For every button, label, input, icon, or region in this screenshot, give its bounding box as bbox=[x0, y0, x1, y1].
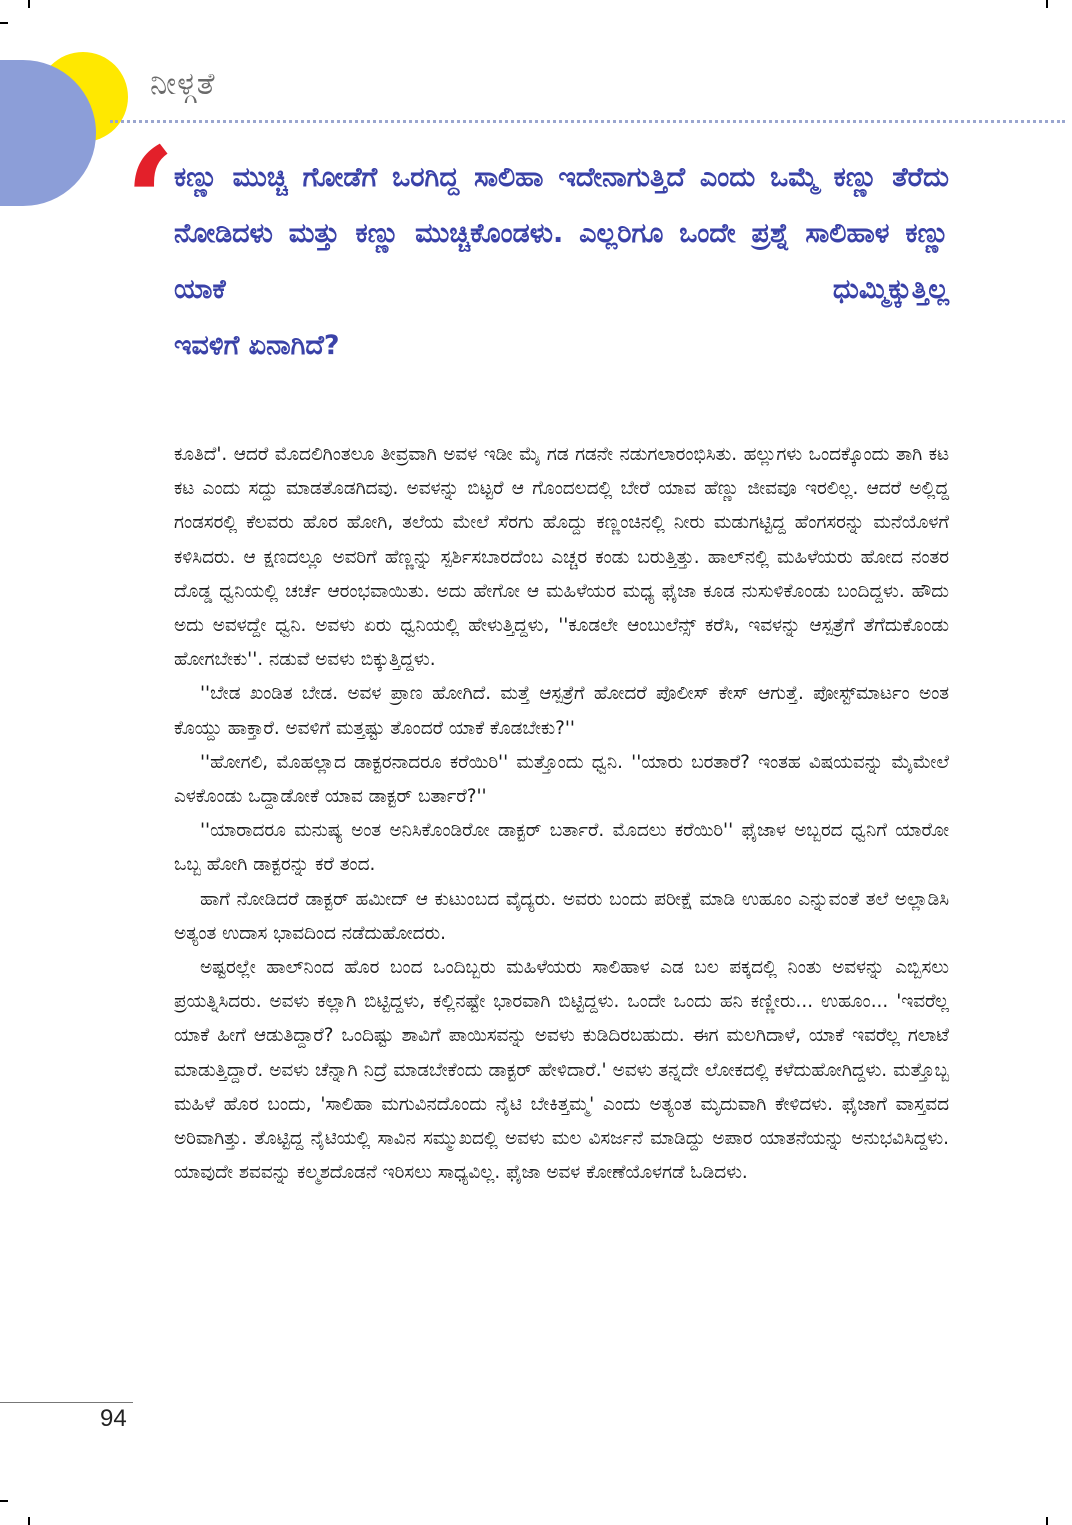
quote-mark-icon: ‘ bbox=[124, 115, 177, 291]
crop-mark-top-right bbox=[1046, 0, 1048, 8]
crop-mark-bottom-left bbox=[28, 1517, 30, 1525]
body-text bbox=[174, 438, 949, 1190]
pull-quote-text: ಕಣ್ಣು ಮುಚ್ಚಿ ಗೋಡೆಗೆ ಒರಗಿದ್ದ ಸಾಲಿಹಾ ಇದೇನಾಗುತ್ತಿದೆ ಎಂದು ಒಮ್ಮೆ ಕಣ್ಣು ತೆರೆದು ನೋಡಿದಳು ಮತ್ತು ಕಣ್ಣು ಮುಚ್ಚಿಕೊಂಡಳು. ಎಲ್ಲರಿಗೂ ಒಂದೇ ಪ್ರಶ್ನೆ ಸಾಲಿಹಾಳ ಕಣ್ಣು ಯಾಕೆ ಧುಮ್ಮಿಕ್ಕುತ್ತಿಲ್ಲ bbox=[174, 162, 949, 305]
page-number: 94 bbox=[100, 1405, 127, 1432]
paragraph: ಅಷ್ಟರಲ್ಲೇ ಹಾಲ್‌ನಿಂದ ಹೊರ ಬಂದ ಒಂದಿಬ್ಬರು ಮಹಿಳೆಯರು ಸಾಲಿಹಾಳ ಎಡ ಬಲ ಪಕ್ಕದಲ್ಲಿ ನಿಂತು ಅವಳನ್ನು ಎಬ್ಬಿಸಲು ಪ್ರಯತ್ನಿಸಿದರು. ಅವಳು ಕಲ್ಲಾಗಿ ಬಿಟ್ಟಿದ್ದಳು, ಕಲ್ಲಿನಷ್ಟೇ ಭಾರವಾಗಿ ಬಿಟ್ಟಿದ್ದಳು. ಒಂದೇ ಒಂದು ಹನಿ ಕಣ್ಣೀರು... ಉಹೂಂ... 'ಇವರೆಲ್ಲ ಯಾಕೆ ಹೀಗೆ ಆಡುತಿದ್ದಾರೆ? ಒಂದಿಷ್ಟು ಶಾವಿಗೆ ಪಾಯಿಸವನ್ನು ಅವಳು ಕುಡಿದಿರಬಹುದು. ಈಗ ಮಲಗಿದಾಳೆ, ಯಾಕೆ ಇವರೆಲ್ಲ ಗಲಾಟೆ ಮಾಡುತ್ತಿದ್ದಾರೆ. ಅವಳು ಚೆನ್ನಾಗಿ ನಿದ್ರೆ ಮಾಡಬೇಕೆಂದು ಡಾಕ್ಟರ್ ಹೇಳಿದಾರೆ.' ಅವಳು ತನ್ನದೇ ಲೋಕದಲ್ಲಿ ಕಳೆದುಹೋಗಿದ್ದಳು. ಮತ್ತೊಬ್ಬ ಮಹಿಳೆ ಹೊರ ಬಂದು, 'ಸಾಲಿಹಾ ಮಗುವಿನದೊಂದು ನೈಟಿ ಬೇಕಿತ್ತಮ್ಮ' ಎಂದು ಅತ್ಯಂತ ಮೃದುವಾಗಿ ಕೇಳಿದಳು. ಫೈಜಾಗೆ ವಾಸ್ತವದ ಅರಿವಾಗಿತ್ತು. ತೊಟ್ಟಿದ್ದ ನೈಟಿಯಲ್ಲಿ ಸಾವಿನ ಸಮ್ಮುಖದಲ್ಲಿ ಅವಳು ಮಲ ವಿಸರ್ಜನೆ ಮಾಡಿದ್ದು ಅಪಾರ ಯಾತನೆಯನ್ನು ಅನುಭವಿಸಿದ್ದಳು. ಯಾವುದೇ ಶವವನ್ನು ಕಲ್ಮಶದೊಡನೆ ಇರಿಸಲು ಸಾಧ್ಯವಿಲ್ಲ. ಫೈಜಾ ಅವಳ ಕೋಣೆಯೊಳಗಡೆ ಓಡಿದಳು. bbox=[174, 957, 949, 1184]
header-dotted-rule bbox=[110, 120, 1065, 123]
pull-quote-last-line: ಇವಳಿಗೆ ಏನಾಗಿದೆ? bbox=[174, 330, 340, 361]
crop-mark-bottom-right bbox=[1046, 1517, 1048, 1525]
paragraph: ಹಾಗೆ ನೋಡಿದರೆ ಡಾಕ್ಟರ್ ಹಮೀದ್ ಆ ಕುಟುಂಬದ ವೈದ್ಯರು. ಅವರು ಬಂದು ಪರೀಕ್ಷೆ ಮಾಡಿ ಉಹೂಂ ಎನ್ನುವಂತೆ ತಲೆ ಅಲ್ಲಾಡಿಸಿ ಅತ್ಯಂತ ಉದಾಸ ಭಾವದಿಂದ ನಡೆದುಹೋದರು. bbox=[174, 888, 949, 944]
crop-mark-top-left bbox=[28, 0, 30, 8]
paragraph: ''ಯಾರಾದರೂ ಮನುಷ್ಯ ಅಂತ ಅನಿಸಿಕೊಂಡಿರೋ ಡಾಕ್ಟರ್ ಬರ್ತಾರೆ. ಮೊದಲು ಕರೆಯಿರಿ'' ಫೈಜಾಳ ಅಬ್ಬರದ ಧ್ವನಿಗೆ ಯಾರೋ ಒಬ್ಬ ಹೋಗಿ ಡಾಕ್ಟರನ್ನು ಕರೆ ತಂದ. bbox=[174, 820, 949, 876]
paragraph: ''ಬೇಡ ಖಂಡಿತ ಬೇಡ. ಅವಳ ಪ್ರಾಣ ಹೋಗಿದೆ. ಮತ್ತೆ ಆಸ್ಪತ್ರೆಗೆ ಹೋದರೆ ಪೊಲೀಸ್ ಕೇಸ್ ಆಗುತ್ತೆ. ಪೋಸ್ಟ್‌ಮಾರ್ಟಂ ಅಂತ ಕೊಯ್ದು ಹಾಕ್ತಾರೆ. ಅವಳಿಗೆ ಮತ್ತಷ್ಟು ತೊಂದರೆ ಯಾಕೆ ಕೊಡಬೇಕು?'' bbox=[174, 683, 949, 739]
paragraph: ಕೂತಿದೆ'. ಆದರೆ ಮೊದಲಿಗಿಂತಲೂ ತೀವ್ರವಾಗಿ ಅವಳ ಇಡೀ ಮೈ ಗಡ ಗಡನೇ ನಡುಗಲಾರಂಭಿಸಿತು. ಹಲ್ಲುಗಳು ಒಂದಕ್ಕೊಂದು ತಾಗಿ ಕಟ ಕಟ ಎಂದು ಸದ್ದು ಮಾಡತೊಡಗಿದವು. ಅವಳನ್ನು ಬಿಟ್ಟರೆ ಆ ಗೊಂದಲದಲ್ಲಿ ಬೇರೆ ಯಾವ ಹೆಣ್ಣು ಜೀವವೂ ಇರಲಿಲ್ಲ. ಆದರೆ ಅಲ್ಲಿದ್ದ ಗಂಡಸರಲ್ಲಿ ಕೆಲವರು ಹೊರ ಹೋಗಿ, ತಲೆಯ ಮೇಲೆ ಸೆರಗು ಹೊದ್ದು ಕಣ್ಣಂಚಿನಲ್ಲಿ ನೀರು ಮಡುಗಟ್ಟಿದ್ದ ಹೆಂಗಸರನ್ನು ಮನೆಯೊಳಗೆ ಕಳಿಸಿದರು. ಆ ಕ್ಷಣದಲ್ಲೂ ಅವರಿಗೆ ಹೆಣ್ಣನ್ನು ಸ್ಪರ್ಶಿಸಬಾರದೆಂಬ ಎಚ್ಚರ ಕಂಡು ಬರುತ್ತಿತ್ತು. ಹಾಲ್‌ನಲ್ಲಿ ಮಹಿಳೆಯರು ಹೋದ ನಂತರ ದೊಡ್ಡ ಧ್ವನಿಯಲ್ಲಿ ಚರ್ಚೆ ಆರಂಭವಾಯಿತು. ಅದು ಹೇಗೋ ಆ ಮಹಿಳೆಯರ ಮಧ್ಯ ಫೈಜಾ ಕೂಡ ನುಸುಳಿಕೊಂಡು ಬಂದಿದ್ದಳು. ಹೌದು ಅದು ಅವಳದ್ದೇ ಧ್ವನಿ. ಅವಳು ಏರು ಧ್ವನಿಯಲ್ಲಿ ಹೇಳುತ್ತಿದ್ದಳು, ''ಕೂಡಲೇ ಆಂಬುಲೆನ್ಸ್ ಕರೆಸಿ, ಇವಳನ್ನು ಆಸ್ಪತ್ರೆಗೆ ತೆಗೆದುಕೊಂಡು ಹೋಗಬೇಕು''. ನಡುವೆ ಅವಳು ಬಿಕ್ಕುತ್ತಿದ್ದಳು. bbox=[174, 444, 949, 671]
paragraph: ''ಹೋಗಲಿ, ಮೊಹಲ್ಲಾದ ಡಾಕ್ಟರನಾದರೂ ಕರೆಯಿರಿ'' ಮತ್ತೊಂದು ಧ್ವನಿ. ''ಯಾರು ಬರತಾರೆ? ಇಂತಹ ವಿಷಯವನ್ನು ಮೈಮೇಲೆ ಎಳಕೊಂಡು ಒದ್ದಾಡೋಕೆ ಯಾವ ಡಾಕ್ಟರ್ ಬರ್ತಾರೆ?'' bbox=[174, 751, 949, 808]
crop-mark-left-bottom bbox=[0, 1500, 8, 1502]
crop-mark-left-top bbox=[0, 22, 8, 24]
pull-quote bbox=[174, 150, 949, 374]
page-number-rule bbox=[0, 1402, 133, 1403]
chapter-title: ನೀಳ್ಗತೆ bbox=[150, 66, 216, 102]
